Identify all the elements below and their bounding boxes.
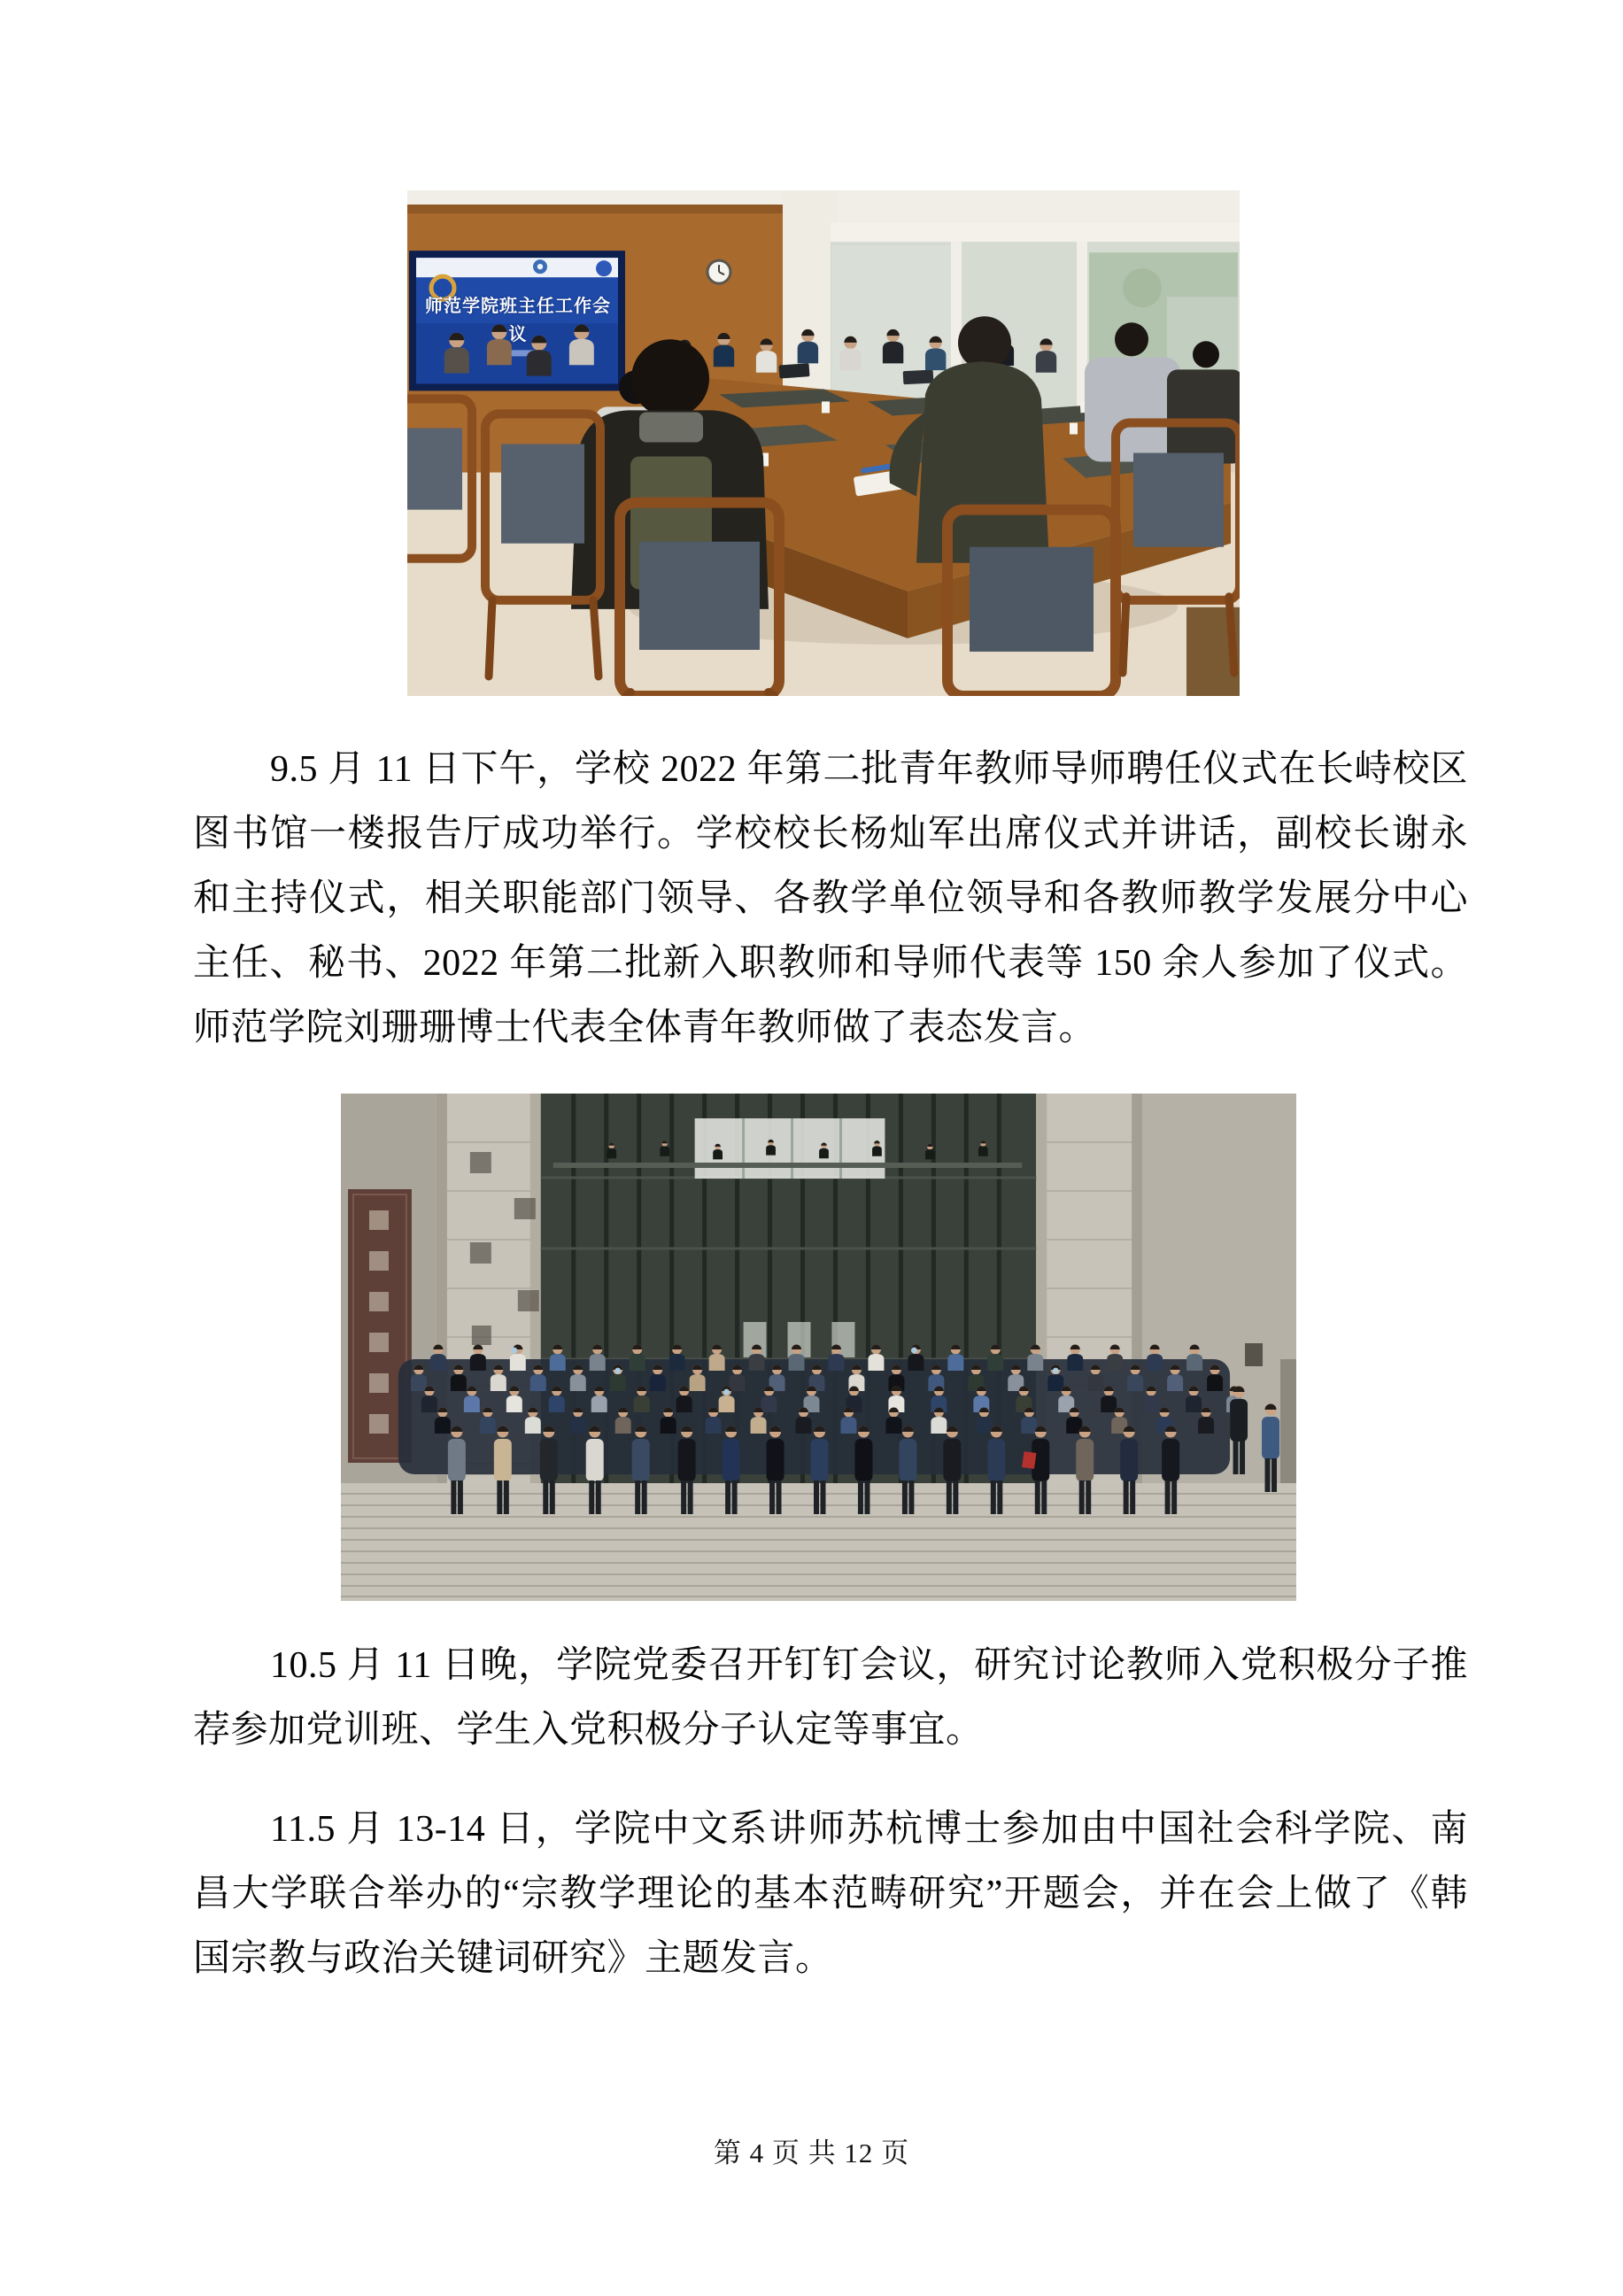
slide-title: 师范学院班主任工作会议 <box>425 297 611 344</box>
group-photo <box>341 1094 1296 1601</box>
paragraph-10: 10.5 月 11 日晚，学院党委召开钉钉会议，研究讨论教师入党积极分子推荐参加党训班、学生入党积极分子认定等事宜。 <box>193 1645 1468 1751</box>
group-photo-graphic <box>341 1094 1296 1601</box>
wall-clock <box>707 260 730 283</box>
paragraph-9: 9.5 月 11 日下午，学校 2022 年第二批青年教师导师聘任仪式在长峙校区图书馆一楼报告厅成功举行。学校校长杨灿军出席仪式并讲话，副校长谢永和主持仪式，相关职能部门领导、各教学单位领导和各教师教学发展分中心主任、秘书、2022 年第二批新入职教师和导师代表等 150 余人参加了仪式。师范学院刘珊珊博士代表全体青年教师做了表态发言。 <box>193 749 1468 1048</box>
page-footer: 第 4 页 共 12 页 <box>713 2138 910 2168</box>
meeting-photo <box>407 190 1240 696</box>
paragraph-11: 11.5 月 13-14 日，学院中文系讲师苏杭博士参加由中国社会科学院、南昌大学联合举办的“宗教学理论的基本范畴研究”开题会，并在会上做了《韩国宗教与政治关键词研究》主题发言。 <box>193 1809 1468 1979</box>
meeting-photo-graphic <box>407 190 1240 696</box>
